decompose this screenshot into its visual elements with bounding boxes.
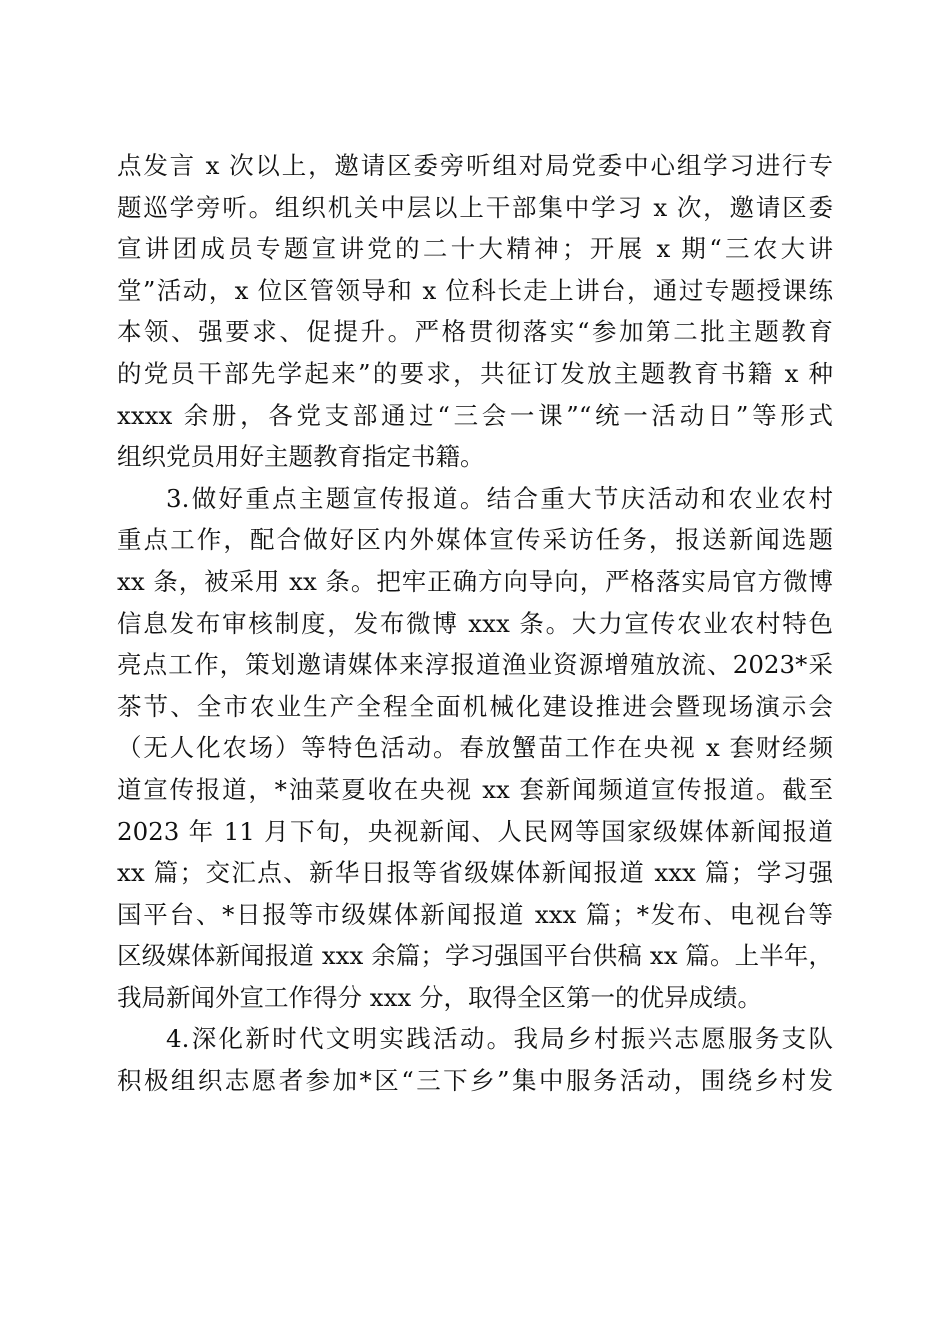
section-heading-line: 4.深化新时代文明实践活动。我局乡村振兴志愿服务支队 <box>166 1024 833 1054</box>
text-line: 宣讲团成员专题宣讲党的二十大精神；开展 x 期“三农大讲 <box>117 234 833 264</box>
text-line: 本领、强要求、促提升。严格贯彻落实“参加第二批主题教育 <box>117 317 833 347</box>
text-line: 信息发布审核制度，发布微博 xxx 条。大力宣传农业农村特色 <box>117 608 833 638</box>
text-line: 的党员干部先学起来”的要求，共征订发放主题教育书籍 x 种 <box>117 358 833 388</box>
text-line: 组织党员用好主题教育指定书籍。 <box>117 442 485 472</box>
text-line: 国平台、*日报等市级媒体新闻报道 xxx 篇；*发布、电视台等 <box>117 899 833 929</box>
text-line: xx 篇；交汇点、新华日报等省级媒体新闻报道 xxx 篇；学习强 <box>117 858 833 888</box>
text-line: （无人化农场）等特色活动。春放蟹苗工作在央视 x 套财经频 <box>117 733 833 763</box>
text-line: 积极组织志愿者参加*区“三下乡”集中服务活动，围绕乡村发 <box>117 1066 833 1096</box>
text-line: 点发言 x 次以上，邀请区委旁听组对局党委中心组学习进行专 <box>117 151 833 180</box>
text-line: xxxx 余册，各党支部通过“三会一课”“统一活动日”等形式 <box>117 400 833 430</box>
section-heading-line: 3.做好重点主题宣传报道。结合重大节庆活动和农业农村 <box>166 483 833 513</box>
text-line: 我局新闻外宣工作得分 xxx 分，取得全区第一的优异成绩。 <box>117 982 763 1012</box>
text-line: 堂”活动，x 位区管领导和 x 位科长走上讲台，通过专题授课练 <box>117 275 833 305</box>
text-line: xx 条，被采用 xx 条。把牢正确方向导向，严格落实局官方微博 <box>117 566 833 596</box>
text-line: 区级媒体新闻报道 xxx 余篇；学习强国平台供稿 xx 篇。上半年， <box>117 941 833 971</box>
text-line: 亮点工作，策划邀请媒体来淳报道渔业资源增殖放流、2023*采 <box>117 650 833 680</box>
body-text <box>117 145 833 1102</box>
text-line: 题巡学旁听。组织机关中层以上干部集中学习 x 次，邀请区委 <box>117 192 833 222</box>
text-line: 重点工作，配合做好区内外媒体宣传采访任务，报送新闻选题 <box>117 525 833 555</box>
text-line: 茶节、全市农业生产全程全面机械化建设推进会暨现场演示会 <box>117 691 833 721</box>
text-line: 2023 年 11 月下旬，央视新闻、人民网等国家级媒体新闻报道 <box>117 816 833 846</box>
text-line: 道宣传报道，*油菜夏收在央视 xx 套新闻频道宣传报道。截至 <box>117 774 833 804</box>
